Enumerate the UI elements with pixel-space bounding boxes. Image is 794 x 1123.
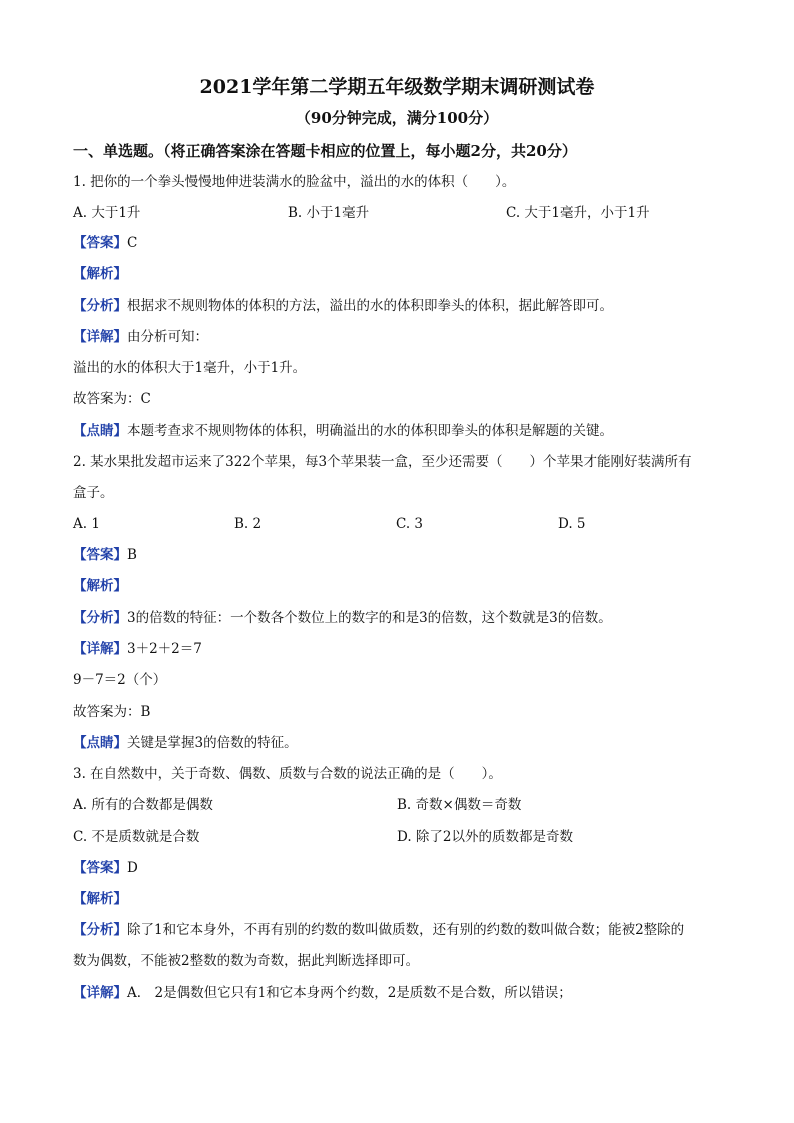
q2-fenxi: [73, 609, 612, 627]
q2-answer: [73, 546, 137, 564]
q3-option-b: B. 奇数×偶数＝奇数: [397, 797, 522, 813]
q2-option-c: C. 3: [396, 516, 424, 532]
q3-fenxi-line2: 数为偶数，不能被2整数的数为奇数，据此判断选择即可。: [73, 953, 420, 969]
q1-conclusion: 故答案为：C: [73, 391, 151, 407]
q2-comment: [73, 734, 298, 752]
q2-option-d: D. 5: [558, 516, 586, 532]
q2-option-a: A. 1: [73, 516, 100, 532]
q1-option-c: C. 大于1毫升，小于1升: [506, 205, 650, 221]
q1-comment: [73, 422, 613, 440]
q2-detail-line2: 9－7＝2（个）: [73, 672, 167, 688]
q2-detail-text: 3＋2＋2＝7: [127, 641, 202, 657]
q3-analysis-tag: [73, 890, 127, 908]
analysis-tag: 【解析】: [73, 578, 127, 594]
fenxi-tag: 【分析】: [73, 610, 127, 626]
answer-tag: 【答案】: [73, 860, 127, 876]
answer-tag: 【答案】: [73, 235, 127, 251]
q1-option-a: A. 大于1升: [73, 205, 141, 221]
page-subtitle: （90分钟完成，满分100分）: [295, 109, 499, 127]
q1-detail: [73, 328, 208, 346]
comment-tag: 【点睛】: [73, 735, 127, 751]
fenxi-tag: 【分析】: [73, 922, 127, 938]
q1-detail-text: 由分析可知：: [127, 329, 208, 345]
comment-tag: 【点睛】: [73, 423, 127, 439]
q2-comment-text: 关键是掌握3的倍数的特征。: [127, 735, 298, 751]
q1-option-b: B. 小于1毫升: [288, 205, 370, 221]
q3-fenxi-text: 除了1和它本身外，不再有别的约数的数叫做质数，还有别的约数的数叫做合数；能被2整除的: [127, 922, 685, 938]
q3-option-d: D. 除了2以外的质数都是奇数: [397, 829, 574, 845]
page-title: 2021学年第二学期五年级数学期末调研测试卷: [199, 76, 595, 98]
q1-analysis-tag: [73, 265, 127, 283]
q3-option-a: A. 所有的合数都是偶数: [73, 797, 213, 813]
q1-answer-value: C: [127, 235, 138, 251]
q3-answer-value: D: [127, 860, 138, 876]
q3-answer: [73, 859, 138, 877]
q1-fenxi-text: 根据求不规则物体的体积的方法，溢出的水的体积即拳头的体积，据此解答即可。: [127, 298, 613, 314]
q2-option-b: B. 2: [234, 516, 262, 532]
detail-tag: 【详解】: [73, 329, 127, 345]
q1-fenxi: [73, 297, 613, 315]
analysis-tag: 【解析】: [73, 891, 127, 907]
q3-detail-text: A． 2是偶数但它只有1和它本身两个约数，2是质数不是合数，所以错误；: [127, 985, 572, 1001]
detail-tag: 【详解】: [73, 641, 127, 657]
q1-answer: [73, 234, 137, 252]
q2-fenxi-text: 3的倍数的特征：一个数各个数位上的数字的和是3的倍数，这个数就是3的倍数。: [127, 610, 612, 626]
fenxi-tag: 【分析】: [73, 298, 127, 314]
q1-detail-line2: 溢出的水的体积大于1毫升，小于1升。: [73, 360, 307, 376]
q2-conclusion: 故答案为：B: [73, 704, 151, 720]
q2-detail: [73, 640, 202, 658]
q2-stem: 2. 某水果批发超市运来了322个苹果，每3个苹果装一盒，至少还需要（ ）个苹果才能刚好装满所有: [73, 454, 692, 470]
q2-answer-value: B: [127, 547, 137, 563]
detail-tag: 【详解】: [73, 985, 127, 1001]
q3-option-c: C. 不是质数就是合数: [73, 829, 200, 845]
q3-fenxi: [73, 921, 684, 939]
q1-comment-text: 本题考查求不规则物体的体积，明确溢出的水的体积即拳头的体积是解题的关键。: [127, 423, 613, 439]
section-heading: 一、单选题。（将正确答案涂在答题卡相应的位置上，每小题2分，共20分）: [73, 142, 577, 160]
q2-stem-line2: 盒子。: [73, 485, 114, 501]
q2-analysis-tag: [73, 577, 127, 595]
q3-stem: 3. 在自然数中，关于奇数、偶数、质数与合数的说法正确的是（ ）。: [73, 766, 502, 782]
analysis-tag: 【解析】: [73, 266, 127, 282]
q1-stem: 1. 把你的一个拳头慢慢地伸进装满水的脸盆中，溢出的水的体积（ ）。: [73, 174, 516, 190]
answer-tag: 【答案】: [73, 547, 127, 563]
q3-detail: [73, 984, 572, 1002]
